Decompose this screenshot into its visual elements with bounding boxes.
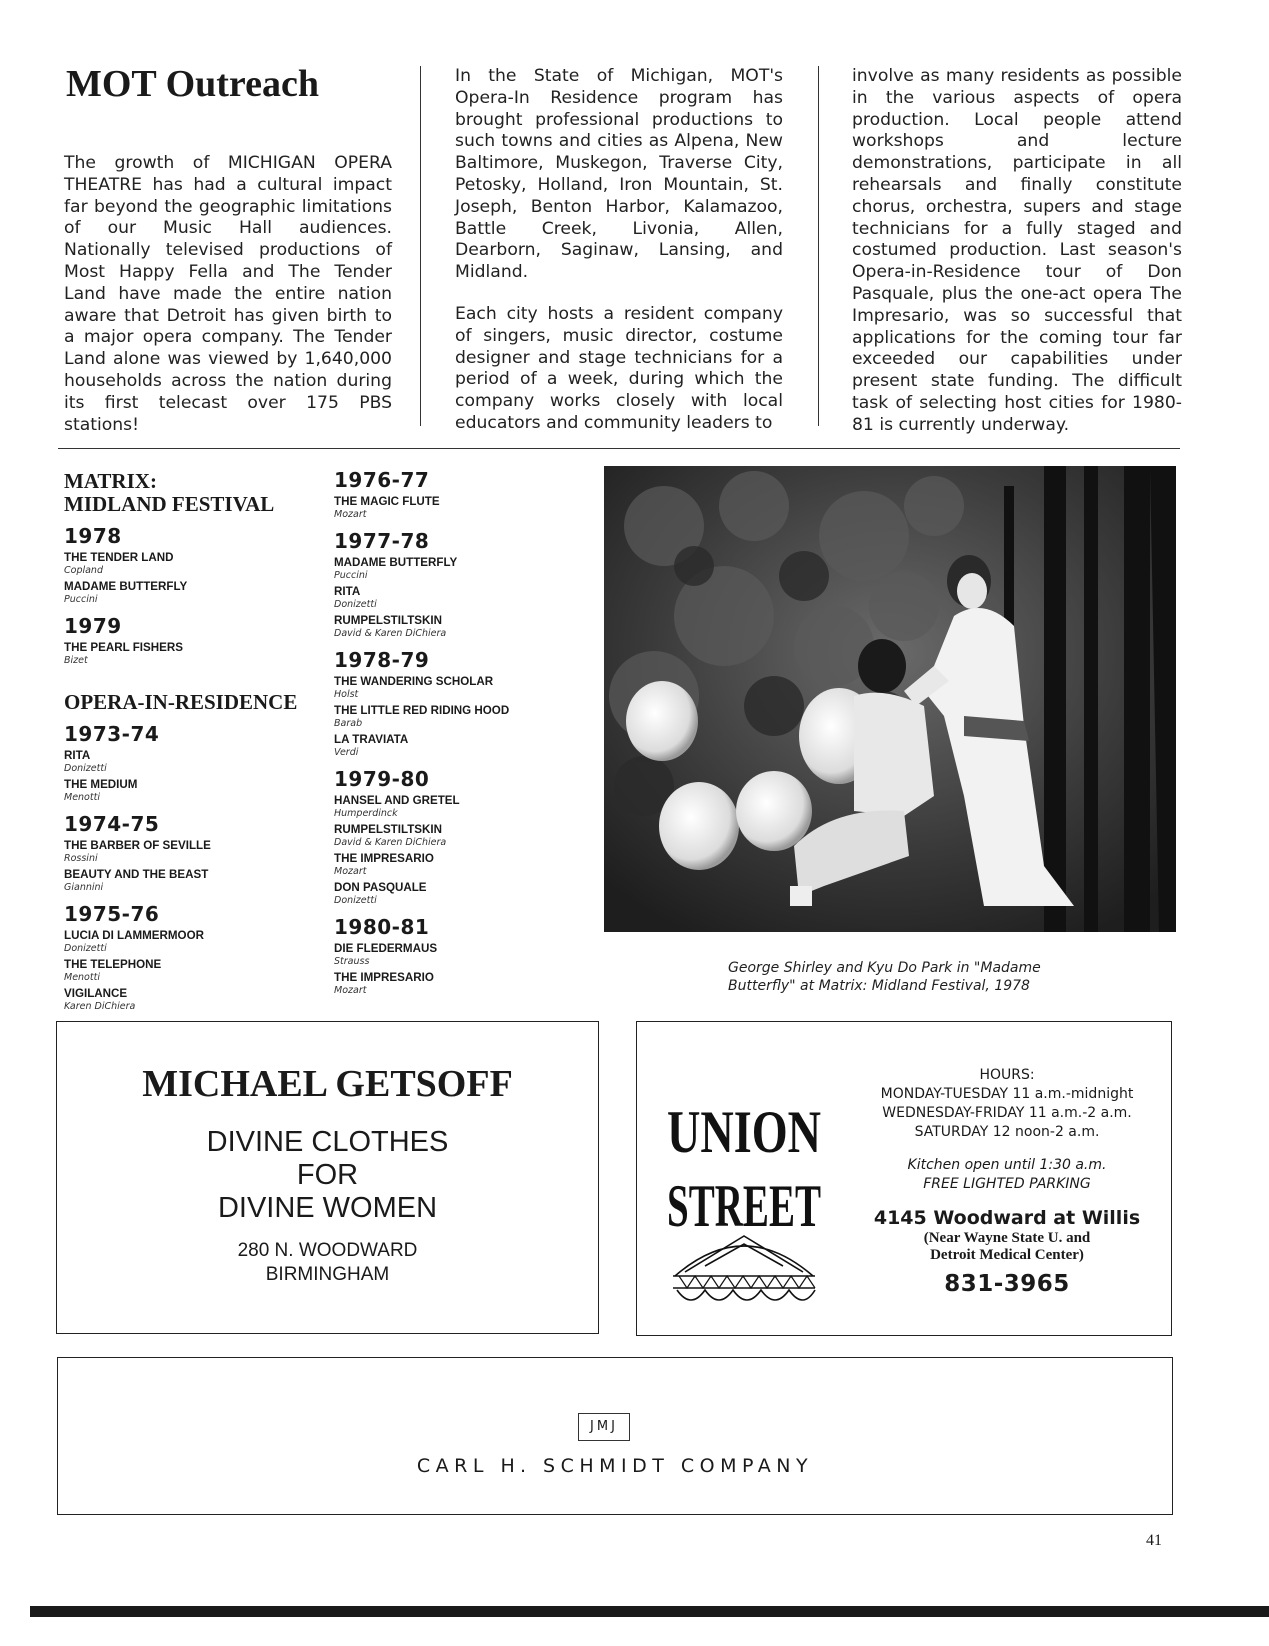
season-year: 1973-74	[64, 722, 160, 746]
opera-composer: Donizetti	[64, 943, 107, 954]
opera-title: RUMPELSTILTSKIN	[334, 614, 442, 627]
ad-business-name: MICHAEL GETSOFF	[142, 1063, 513, 1105]
hours-label: HOURS:	[979, 1067, 1035, 1083]
opera-title: THE TELEPHONE	[64, 958, 162, 971]
page-title: MOT Outreach	[66, 63, 319, 105]
opera-title: RITA	[64, 749, 91, 762]
season-year: 1978-79	[334, 648, 430, 672]
opera-title: THE MEDIUM	[64, 778, 138, 791]
opera-composer: Humperdinck	[334, 808, 398, 819]
address-note: (Near Wayne State U. and	[923, 1230, 1091, 1246]
opera-title: LA TRAVIATA	[334, 733, 409, 746]
matrix-heading: MIDLAND FESTIVAL	[64, 492, 275, 516]
opera-title: HANSEL AND GRETEL	[334, 794, 460, 807]
hours-line: WEDNESDAY-FRIDAY 11 a.m.-2 a.m.	[882, 1105, 1132, 1121]
residence-years	[64, 722, 324, 1013]
opera-title: RITA	[334, 585, 361, 598]
parking-note: FREE LIGHTED PARKING	[923, 1176, 1091, 1192]
opera-composer: Rossini	[64, 853, 98, 864]
intro-column-1	[64, 153, 392, 456]
intro-column-3	[852, 66, 1182, 457]
intro-paragraph: In the State of Michigan, MOT's Opera-In Residence program has brought professional productions to such towns and cities as Alpena, New Baltimore, Muskegon, Traverse City, Petosky, Holland, Iron Mountain, St. Joseph, Benton Harbor, Kalamazoo, Battle Creek, Livonia, Allen, Dearborn, Saginaw, Lansing, and Midland.	[455, 66, 783, 283]
union-street-logo	[665, 1076, 823, 1306]
opera-composer: Menotti	[64, 792, 100, 803]
opera-title: THE WANDERING SCHOLAR	[334, 675, 494, 688]
opera-title: MADAME BUTTERFLY	[64, 580, 188, 593]
season-year: 1977-78	[334, 529, 430, 553]
opera-composer: Mozart	[334, 509, 367, 520]
opera-title: THE LITTLE RED RIDING HOOD	[334, 704, 510, 717]
season-year: 1978	[64, 524, 122, 548]
logo-word: STREET	[667, 1173, 821, 1239]
production-photo	[604, 466, 1176, 932]
season-year: 1975-76	[64, 902, 160, 926]
opera-composer: Donizetti	[334, 599, 377, 610]
opera-title: THE MAGIC FLUTE	[334, 495, 440, 508]
opera-composer: Holst	[334, 689, 359, 700]
company-name: CARL H. SCHMIDT COMPANY	[416, 1455, 814, 1477]
opera-composer: Copland	[64, 565, 103, 576]
opera-composer: David & Karen DiChiera	[334, 837, 447, 848]
intro-paragraph: The growth of MICHIGAN OPERA THEATRE has had a cultural impact far beyond the geographic limitations of our Music Hall audiences. Nationally televised productions of Most Happy Fella and The Tender Land have made the entire nation aware that Detroit has given birth to a major opera company. The Tender Land alone was viewed by 1,640,000 households across the nation during its first telecast over 175 PBS stations!	[64, 153, 392, 435]
opera-composer: Strauss	[334, 956, 370, 967]
opera-title: THE BARBER OF SEVILLE	[64, 839, 211, 852]
opera-title: VIGILANCE	[64, 987, 128, 1000]
kitchen-note: Kitchen open until 1:30 a.m.	[907, 1157, 1107, 1173]
opera-composer: Karen DiChiera	[64, 1001, 136, 1012]
season-year: 1979	[64, 614, 122, 638]
opera-composer: Donizetti	[334, 895, 377, 906]
opera-composer: Puccini	[334, 570, 368, 581]
opera-title: RUMPELSTILTSKIN	[334, 823, 442, 836]
opera-composer: David & Karen DiChiera	[334, 628, 447, 639]
opera-title: DIE FLEDERMAUS	[334, 942, 438, 955]
opera-title: LUCIA DI LAMMERMOOR	[64, 929, 204, 942]
ad-address	[57, 1239, 598, 1287]
opera-composer: Bizet	[64, 655, 88, 666]
phone-number: 831-3965	[944, 1271, 1070, 1297]
hours-line: SATURDAY 12 noon-2 a.m.	[914, 1124, 1100, 1140]
monogram-badge	[578, 1413, 630, 1441]
opera-composer: Menotti	[64, 972, 100, 983]
opera-composer: Mozart	[334, 866, 367, 877]
matrix-years	[64, 524, 324, 667]
intro-column-2	[455, 66, 783, 455]
season-year: 1974-75	[64, 812, 160, 836]
production-list-left	[64, 470, 324, 1013]
page-number: 41	[1146, 1532, 1162, 1549]
residence-heading: OPERA-IN-RESIDENCE	[64, 690, 298, 714]
photo-image	[604, 466, 1176, 932]
ad-address-line: 280 N. WOODWARD	[237, 1240, 418, 1261]
bottom-edge-bar	[30, 1606, 1269, 1617]
ad-address-line: BIRMINGHAM	[265, 1264, 390, 1285]
intro-paragraph: involve as many residents as possible in the various aspects of opera production. Local people attend workshops and lecture demonstrations, participate in all rehearsals and finally constitute chorus, orchestra, supers and stage technicians for a fully staged and costumed production. Last season's Opera-in-Residence tour of Don Pasquale, plus the one-act opera The Impresario, was so successful that applications for the coming tour far exceeded our capabilities under present state funding. The difficult task of selecting host cities for 1980-81 is currently underway.	[852, 66, 1182, 435]
ad-tagline-line: DIVINE WOMEN	[217, 1192, 438, 1224]
production-list-right	[334, 468, 594, 997]
column-divider	[420, 66, 421, 426]
residence-years-continued	[334, 468, 594, 997]
monogram-text: JMJ	[590, 1419, 618, 1434]
section-divider	[58, 448, 1180, 449]
opera-composer: Puccini	[64, 594, 98, 605]
opera-composer: Barab	[334, 718, 363, 729]
opera-title: MADAME BUTTERFLY	[334, 556, 458, 569]
ad-union-street	[636, 1021, 1172, 1336]
intro-paragraph: Each city hosts a resident company of singers, music director, costume designer and stage technicians for a period of a week, during which the company works closely with local educators and community leaders to	[455, 303, 783, 433]
matrix-heading: MATRIX:	[64, 469, 157, 493]
photo-caption: George Shirley and Kyu Do Park in "Madame Butterfly" at Matrix: Midland Festival, 1978	[728, 960, 1041, 994]
hours-line: MONDAY-TUESDAY 11 a.m.-midnight	[880, 1086, 1134, 1102]
season-year: 1979-80	[334, 767, 430, 791]
opera-title: THE IMPRESARIO	[334, 971, 434, 984]
ad-address: 4145 Woodward at Willis	[873, 1207, 1141, 1229]
column-divider	[818, 66, 819, 426]
ad-tagline	[57, 1126, 598, 1225]
season-year: 1976-77	[334, 468, 430, 492]
union-street-info	[857, 1066, 1157, 1298]
logo-word: UNION	[667, 1099, 821, 1165]
opera-composer: Giannini	[64, 882, 104, 893]
opera-composer: Verdi	[334, 747, 359, 758]
season-year: 1980-81	[334, 915, 430, 939]
opera-title: THE TENDER LAND	[64, 551, 174, 564]
ad-michael-getsoff	[56, 1021, 599, 1334]
opera-title: THE PEARL FISHERS	[64, 641, 183, 654]
address-note: Detroit Medical Center)	[930, 1247, 1084, 1263]
opera-title: BEAUTY AND THE BEAST	[64, 868, 209, 881]
logo-graphic	[665, 1076, 823, 1306]
opera-composer: Donizetti	[64, 763, 107, 774]
ad-carl-schmidt	[57, 1357, 1173, 1515]
ad-tagline-line: DIVINE CLOTHES	[206, 1126, 449, 1158]
ad-tagline-line: FOR	[296, 1159, 359, 1191]
opera-title: THE IMPRESARIO	[334, 852, 434, 865]
opera-composer: Mozart	[334, 985, 367, 996]
opera-title: DON PASQUALE	[334, 881, 427, 894]
